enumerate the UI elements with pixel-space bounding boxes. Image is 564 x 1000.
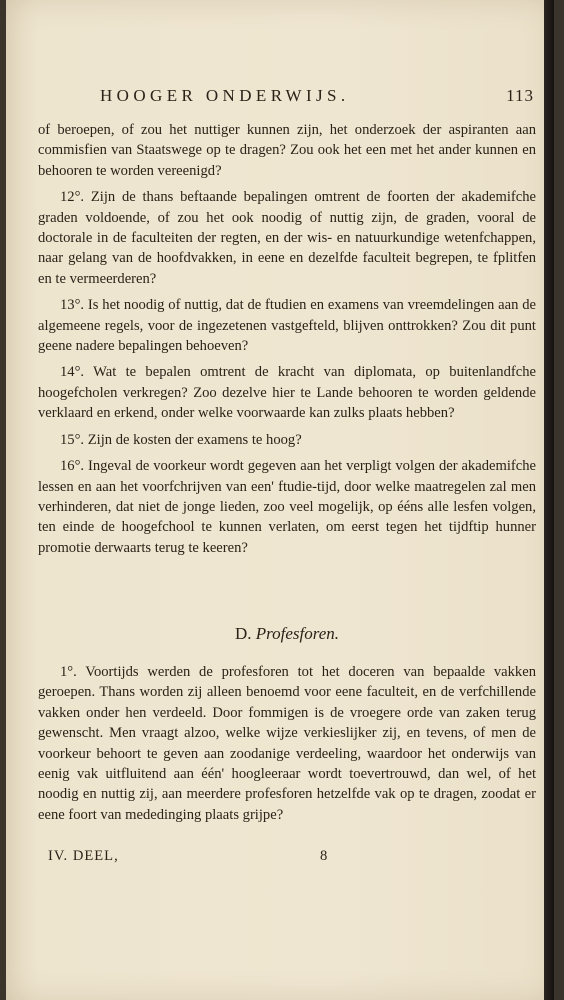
paragraph: 1°. Voortijds werden de profesforen tot het doceren van bepaalde vakken geroepen. Thans worden zij alleen benoemd voor eene faculteit, en de verfchillende vakken onder hen verdeeld. Door fommigen is de vroegere orde van zaken terug gewenscht. Men vraagt alzoo, welke wijze verkieslijker zij, en tevens, of men de voorkeur behoort te geven aan zoodanige verdeeling, waardoor het onderwijs van eenig vak uitfluitend aan één' hoogleeraar wordt toevertrouwd, dan wel, of het noodig en nuttig zij, aan meerdere profesforen hetzelfde vak op te dragen, zoodat er eene foort van mededinging plaats grijpe? [38,664,536,823]
signature-mark: IV. DEEL, [48,848,119,864]
paragraph: of beroepen, of zou het nuttiger kunnen zijn, het onderzoek der aspiranten aan commisfien van Staatswege op te dragen? Zou ook het een met het ander kunnen en behooren te worden vereenigd? [38,122,536,179]
paragraph: 14°. Wat te bepalen omtrent de kracht van diplomata, op buitenlandfche hoogefcholen verkregen? Zoo dezelve hier te Lande behooren te worden geldende verklaard en erkend, onder welke voorwaarde kan zulks plaats hebben? [38,364,536,422]
paragraph: 12°. Zijn de thans beftaande bepalingen omtrent de foorten der akademifche graden voldoende, of zou het ook noodig of nuttig zijn, de graden, vooral de doctorale in de faculteiten der regten, en der wis- en natuurkundige wetenfchappen, naar gelang van de hoofdvakken, in eene en dezelfde faculteit begrepen, te fplitfen en te vermeerderen? [38,189,536,287]
paragraph: 15°. Zijn de kosten der examens te hoog? [60,431,302,448]
page-number: 113 [506,86,534,105]
section-heading [38,624,536,644]
page-header [38,86,536,108]
section-title: Profesforen. [255,624,340,643]
book-page [6,0,554,1000]
page-footer [38,848,536,870]
paragraph: 16°. Ingeval de voorkeur wordt gegeven aan het verpligt volgen der akademifche lessen en aan het voorfchrijven van een' ftudie-tijd, door welke maatregelen zal men verhinderen, dat niet de jonge lieden, zoo veel mogelijk, op ééns alle lesfen volgen, ten einde de hoogefchool te kunnen verlaten, om eerst tegen het tijdftip hunner promotie derwaarts terug te keeren? [38,458,536,556]
gathering-number: 8 [320,848,328,864]
body-text-bottom [38,662,536,825]
paragraph: 13°. Is het noodig of nuttig, dat de ftudien en examens van vreemdelingen aan de algemeene regels, voor de ingezetenen vastgefteld, blijven onttrokken? Zou dit punt geene nadere bepalingen behoeven? [38,297,536,355]
section-letter: D. [234,624,252,643]
body-text-top [38,120,536,558]
running-head: HOOGER ONDERWIJS. [100,86,350,105]
page-edge [544,0,554,1000]
